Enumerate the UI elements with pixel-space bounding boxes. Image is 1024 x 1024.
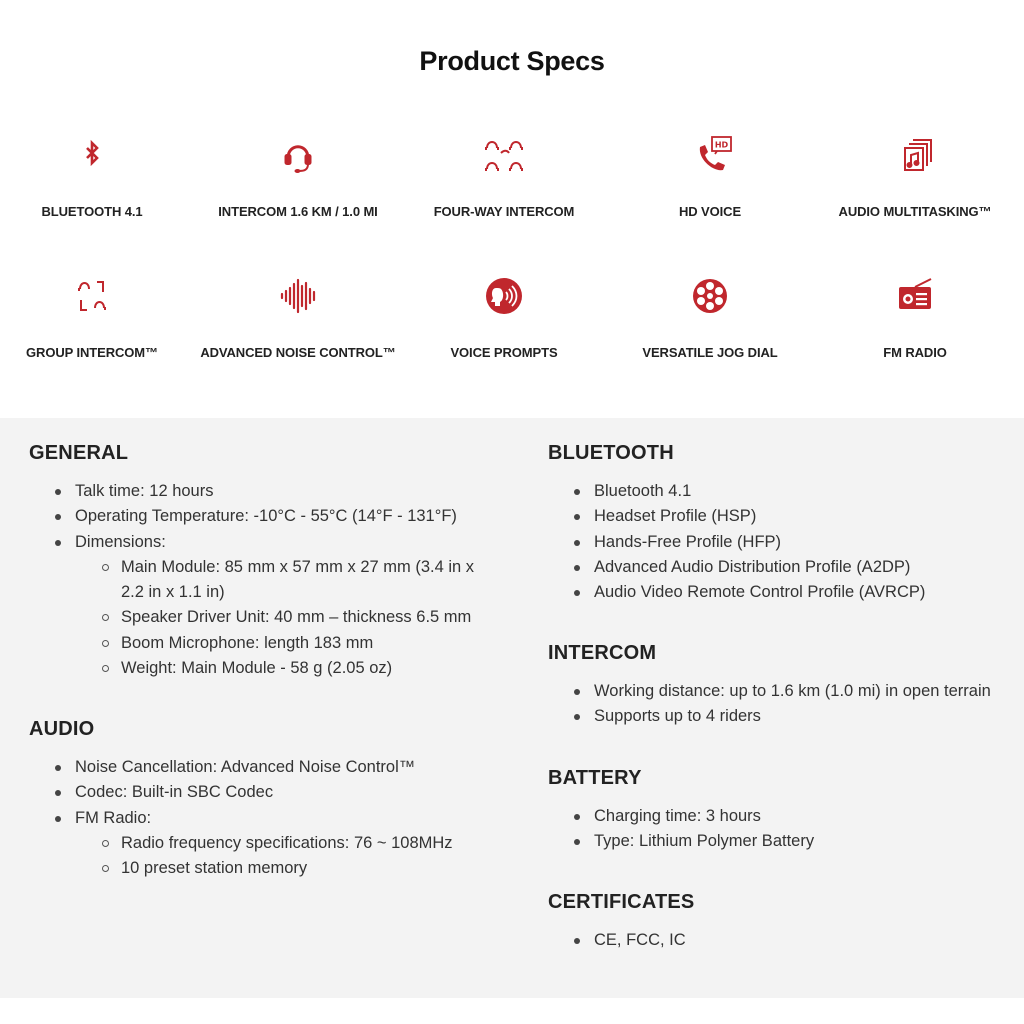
list-item: Noise Cancellation: Advanced Noise Control™ bbox=[29, 755, 519, 780]
sub-list-item: Speaker Driver Unit: 40 mm – thickness 6.5 mm bbox=[29, 605, 519, 630]
list-item: Operating Temperature: -10°C - 55°C (14°F - 131°F) bbox=[29, 504, 519, 529]
headset-icon bbox=[268, 133, 328, 177]
page-title: Product Specs bbox=[419, 46, 605, 76]
list-item: Advanced Audio Distribution Profile (A2DP) bbox=[548, 555, 1008, 580]
sub-list-item: Radio frequency specifications: 76 ~ 108MHz bbox=[29, 831, 519, 856]
section-title: GENERAL bbox=[29, 442, 129, 464]
section-intercom bbox=[548, 641, 1008, 730]
features-panel bbox=[0, 0, 1024, 418]
feature-label: BLUETOOTH 4.1 bbox=[41, 204, 143, 219]
section-battery bbox=[548, 766, 1008, 855]
list-item: Headset Profile (HSP) bbox=[548, 504, 1008, 529]
list-item: Hands-Free Profile (HFP) bbox=[548, 530, 1008, 555]
list-item-label: FM Radio: bbox=[75, 808, 152, 827]
list-item: Working distance: up to 1.6 km (1.0 mi) in open terrain bbox=[548, 679, 1008, 704]
feature-label: FM RADIO bbox=[883, 345, 947, 360]
feature-label: HD VOICE bbox=[678, 204, 742, 219]
list-item: Audio Video Remote Control Profile (AVRCP) bbox=[548, 580, 1008, 605]
intercom-list bbox=[548, 679, 1008, 730]
feature-label: INTERCOM 1.6 KM / 1.0 MI bbox=[218, 204, 378, 219]
certificates-list bbox=[548, 928, 1008, 953]
section-title: BLUETOOTH bbox=[548, 442, 674, 464]
sub-list-item: Boom Microphone: length 183 mm bbox=[29, 631, 519, 656]
list-item: Type: Lithium Polymer Battery bbox=[548, 829, 1008, 854]
specs-panel bbox=[0, 418, 1024, 998]
section-audio bbox=[29, 717, 519, 881]
feature-label: VERSATILE JOG DIAL bbox=[642, 345, 778, 360]
noise-waveform-icon bbox=[268, 274, 328, 318]
list-item: Talk time: 12 hours bbox=[29, 479, 519, 504]
feature-label: GROUP INTERCOM™ bbox=[26, 345, 158, 360]
list-item: Codec: Built-in SBC Codec bbox=[29, 780, 519, 805]
fm-sublist bbox=[75, 831, 519, 882]
bluetooth-icon bbox=[62, 133, 122, 177]
section-title: AUDIO bbox=[29, 718, 95, 740]
section-title: CERTIFICATES bbox=[548, 891, 695, 913]
svg-text:HD: HD bbox=[714, 140, 729, 150]
section-title: INTERCOM bbox=[548, 642, 657, 664]
section-bluetooth bbox=[548, 441, 1008, 605]
fm-radio-icon bbox=[885, 274, 945, 318]
battery-list bbox=[548, 804, 1008, 855]
feature-label: AUDIO MULTITASKING™ bbox=[838, 204, 992, 219]
list-item: CE, FCC, IC bbox=[548, 928, 1008, 953]
feature-label: FOUR-WAY INTERCOM bbox=[433, 204, 575, 219]
list-item: Bluetooth 4.1 bbox=[548, 479, 1008, 504]
jog-dial-icon bbox=[680, 274, 740, 318]
four-way-intercom-icon bbox=[474, 133, 534, 177]
audio-multitasking-icon bbox=[885, 133, 945, 177]
list-item bbox=[29, 806, 519, 882]
sub-list-item: Weight: Main Module - 58 g (2.05 oz) bbox=[29, 656, 519, 681]
sub-list-item: 10 preset station memory bbox=[29, 856, 519, 881]
group-intercom-icon bbox=[62, 274, 122, 318]
list-item bbox=[29, 530, 519, 682]
list-item: Supports up to 4 riders bbox=[548, 704, 1008, 729]
bluetooth-list bbox=[548, 479, 1008, 605]
feature-label: VOICE PROMPTS bbox=[450, 345, 558, 360]
sub-list-item: Main Module: 85 mm x 57 mm x 27 mm (3.4 in x 2.2 in x 1.1 in) bbox=[29, 555, 499, 606]
feature-label: ADVANCED NOISE CONTROL™ bbox=[200, 345, 396, 360]
list-item: Charging time: 3 hours bbox=[548, 804, 1008, 829]
hd-voice-phone-icon bbox=[680, 133, 740, 177]
general-list bbox=[29, 479, 519, 681]
section-general bbox=[29, 441, 519, 681]
audio-list bbox=[29, 755, 519, 881]
section-title: BATTERY bbox=[548, 767, 642, 789]
section-certificates bbox=[548, 890, 1008, 953]
dimensions-sublist bbox=[75, 555, 519, 681]
voice-prompts-icon bbox=[474, 274, 534, 318]
list-item-label: Dimensions: bbox=[75, 532, 166, 551]
